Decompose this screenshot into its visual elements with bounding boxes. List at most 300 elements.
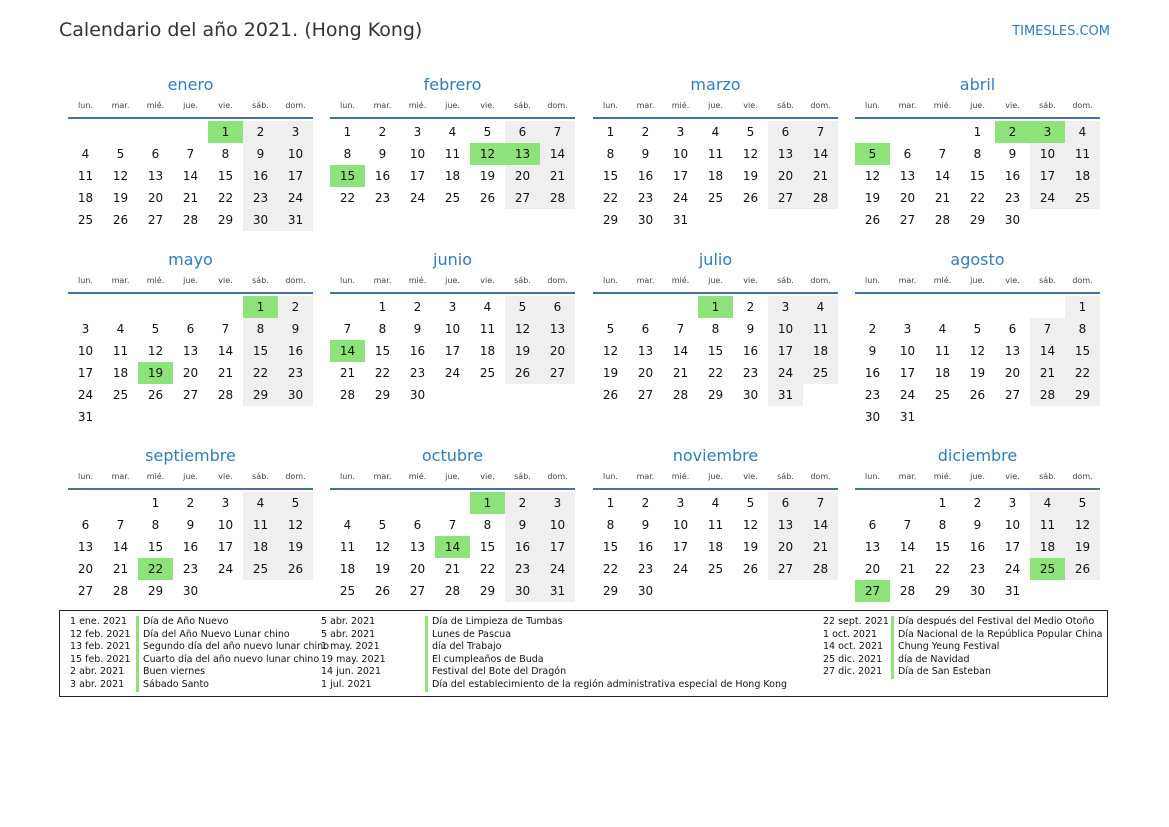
weekday-label: dom. <box>547 472 568 481</box>
day-cell: 8 <box>938 518 947 532</box>
day-cell: 6 <box>81 518 90 532</box>
day-cell: 23 <box>182 562 199 576</box>
day-cell: 27 <box>505 187 540 209</box>
day-cell: 12 <box>505 318 540 340</box>
empty-cell <box>855 492 890 514</box>
day-cell: 6 <box>540 296 575 318</box>
day-cell: 21 <box>339 366 356 380</box>
day-cell: 10 <box>768 318 803 340</box>
legend-holiday-name: día del Trabajo <box>425 641 501 654</box>
day-cell: 10 <box>672 147 689 161</box>
empty-cell <box>68 121 103 143</box>
weekday-label: mar. <box>373 472 392 481</box>
day-cell: 8 <box>711 322 720 336</box>
site-link[interactable]: TIMESLES.COM <box>1012 24 1110 39</box>
legend-date: 19 may. 2021 <box>321 653 386 665</box>
day-cell: 7 <box>343 322 352 336</box>
day-cell: 12 <box>742 518 759 532</box>
legend-holiday-name: Festival del Bote del Dragón <box>425 666 566 679</box>
legend-holiday-name: Día del Año Nuevo Lunar chino <box>136 629 290 642</box>
day-cell: 31 <box>1004 584 1021 598</box>
day-cell: 11 <box>339 540 356 554</box>
legend-holiday-name: Lunes de Pascua <box>425 629 511 642</box>
day-cell: 21 <box>803 536 838 558</box>
day-cell: 23 <box>864 388 881 402</box>
day-cell: 12 <box>742 147 759 161</box>
day-grid <box>593 492 838 602</box>
day-cell: 12 <box>1065 514 1100 536</box>
month-name: junio <box>433 250 472 269</box>
legend-holiday-name: Buen viernes <box>136 666 205 679</box>
day-cell: 24 <box>278 187 313 209</box>
month-name: abril <box>959 75 996 94</box>
day-cell: 25 <box>1065 187 1100 209</box>
day-cell: 26 <box>602 388 619 402</box>
day-cell: 19 <box>112 191 129 205</box>
day-cell: 9 <box>378 147 387 161</box>
day-cell: 10 <box>899 344 916 358</box>
legend-date: 5 abr. 2021 <box>321 628 376 640</box>
day-cell: 28 <box>444 584 461 598</box>
day-cell: 5 <box>378 518 387 532</box>
empty-cell <box>925 121 960 143</box>
day-cell: 15 <box>934 540 951 554</box>
legend-holiday-name: día de Navidad <box>891 654 969 667</box>
day-cell: 21 <box>803 165 838 187</box>
legend-holiday-name: Chung Yeung Festival <box>891 641 999 654</box>
day-cell: 16 <box>505 536 540 558</box>
day-cell: 5 <box>746 496 755 510</box>
legend-date: 13 feb. 2021 <box>70 641 131 653</box>
weekday-label: mar. <box>373 276 392 285</box>
day-cell: 4 <box>116 322 125 336</box>
weekday-label: mié. <box>671 101 690 110</box>
day-cell: 16 <box>278 340 313 362</box>
day-cell: 31 <box>768 384 803 406</box>
legend-row <box>321 616 787 629</box>
empty-cell <box>890 492 925 514</box>
legend-holiday-name: Segundo día del año nuevo lunar chino <box>136 641 329 654</box>
legend-date: 14 jun. 2021 <box>321 666 382 678</box>
day-cell: 22 <box>602 562 619 576</box>
day-cell: 2 <box>378 125 387 139</box>
day-cell: 25 <box>707 191 724 205</box>
day-cell: 25 <box>243 558 278 580</box>
month-febrero <box>330 74 575 209</box>
day-cell: 15 <box>602 169 619 183</box>
day-cell: 21 <box>112 562 129 576</box>
weekday-header <box>855 470 1100 490</box>
day-cell: 7 <box>186 147 195 161</box>
day-cell: 23 <box>742 366 759 380</box>
day-cell: 17 <box>540 536 575 558</box>
day-cell: 18 <box>112 366 129 380</box>
day-cell: 14 <box>112 540 129 554</box>
day-cell: 5 <box>973 322 982 336</box>
weekday-label: jue. <box>708 101 723 110</box>
weekday-label: dom. <box>1072 276 1093 285</box>
day-cell: 3 <box>81 322 90 336</box>
day-cell: 27 <box>409 584 426 598</box>
day-cell: 1 <box>973 125 982 139</box>
weekday-label: mié. <box>408 276 427 285</box>
month-name: agosto <box>950 250 1005 269</box>
day-cell: 20 <box>1004 366 1021 380</box>
day-cell: 17 <box>1004 540 1021 554</box>
day-cell: 1 <box>378 300 387 314</box>
day-cell: 9 <box>973 518 982 532</box>
weekday-label: mié. <box>408 472 427 481</box>
empty-cell <box>68 492 103 514</box>
day-cell: 8 <box>343 147 352 161</box>
day-cell: 9 <box>413 322 422 336</box>
month-name: mayo <box>168 250 213 269</box>
legend-row <box>321 641 787 654</box>
day-cell: 11 <box>479 322 496 336</box>
day-cell: 10 <box>672 518 689 532</box>
day-cell: 8 <box>151 518 160 532</box>
holiday-day-cell: 14 <box>330 340 365 362</box>
day-cell: 29 <box>217 213 234 227</box>
weekday-label: dom. <box>810 276 831 285</box>
weekday-label: jue. <box>708 472 723 481</box>
day-grid <box>855 492 1100 602</box>
day-cell: 12 <box>112 169 129 183</box>
day-cell: 17 <box>768 340 803 362</box>
empty-cell <box>330 492 365 514</box>
empty-cell <box>330 296 365 318</box>
legend-row <box>321 629 787 642</box>
weekday-label: vie. <box>218 472 233 481</box>
weekday-label: mar. <box>898 276 917 285</box>
day-cell: 3 <box>676 125 685 139</box>
holiday-day-cell: 13 <box>505 143 540 165</box>
day-cell: 16 <box>243 165 278 187</box>
day-cell: 28 <box>339 388 356 402</box>
legend-holiday-name: Día de Limpieza de Tumbas <box>425 616 563 629</box>
weekday-label: vie. <box>218 101 233 110</box>
day-cell: 14 <box>803 514 838 536</box>
weekday-label: jue. <box>183 276 198 285</box>
holiday-day-cell: 3 <box>1030 121 1065 143</box>
day-cell: 28 <box>934 213 951 227</box>
weekday-label: mar. <box>111 276 130 285</box>
weekday-label: mar. <box>111 101 130 110</box>
day-cell: 16 <box>637 540 654 554</box>
weekday-label: mié. <box>933 101 952 110</box>
day-cell: 23 <box>1004 191 1021 205</box>
empty-cell <box>1030 296 1065 318</box>
legend-row <box>823 629 1103 642</box>
holiday-day-cell: 14 <box>435 536 470 558</box>
day-cell: 3 <box>540 492 575 514</box>
legend-holiday-name: Día de San Esteban <box>891 666 991 679</box>
weekday-header <box>593 99 838 119</box>
day-cell: 11 <box>444 147 461 161</box>
day-cell: 25 <box>707 562 724 576</box>
weekday-label: vie. <box>743 472 758 481</box>
weekday-label: mar. <box>636 472 655 481</box>
day-cell: 24 <box>899 388 916 402</box>
month-octubre <box>330 445 575 602</box>
weekday-label: jue. <box>445 276 460 285</box>
day-cell: 29 <box>147 584 164 598</box>
day-cell: 4 <box>1065 121 1100 143</box>
weekday-label: mié. <box>671 276 690 285</box>
day-cell: 15 <box>602 540 619 554</box>
day-cell: 7 <box>540 121 575 143</box>
day-cell: 29 <box>374 388 391 402</box>
holiday-day-cell: 22 <box>138 558 173 580</box>
day-cell: 31 <box>672 213 689 227</box>
day-cell: 2 <box>505 492 540 514</box>
day-cell: 23 <box>637 191 654 205</box>
legend-row <box>70 616 329 629</box>
legend-row <box>70 666 329 679</box>
day-grid <box>330 296 575 406</box>
day-cell: 15 <box>707 344 724 358</box>
day-cell: 5 <box>1065 492 1100 514</box>
day-cell: 3 <box>221 496 230 510</box>
day-cell: 25 <box>934 388 951 402</box>
holiday-day-cell: 15 <box>330 165 365 187</box>
weekday-label: lun. <box>340 276 355 285</box>
month-name: febrero <box>423 75 482 94</box>
day-grid <box>855 296 1100 428</box>
month-mayo <box>68 249 313 428</box>
day-cell: 2 <box>243 121 278 143</box>
day-cell: 6 <box>505 121 540 143</box>
day-cell: 11 <box>803 318 838 340</box>
day-cell: 6 <box>903 147 912 161</box>
month-name: noviembre <box>672 446 759 465</box>
day-cell: 4 <box>938 322 947 336</box>
day-cell: 19 <box>742 169 759 183</box>
day-cell: 18 <box>803 340 838 362</box>
legend-row <box>321 679 787 692</box>
empty-cell <box>68 296 103 318</box>
day-cell: 2 <box>278 296 313 318</box>
day-cell: 14 <box>217 344 234 358</box>
day-cell: 26 <box>505 362 540 384</box>
weekday-label: mar. <box>636 276 655 285</box>
day-cell: 16 <box>1004 169 1021 183</box>
day-cell: 31 <box>278 209 313 231</box>
empty-cell <box>890 296 925 318</box>
day-cell: 26 <box>147 388 164 402</box>
day-cell: 14 <box>803 143 838 165</box>
legend-column-1 <box>70 616 329 692</box>
day-cell: 31 <box>899 410 916 424</box>
weekday-label: jue. <box>970 101 985 110</box>
month-abril <box>855 74 1100 231</box>
day-cell: 29 <box>934 584 951 598</box>
day-cell: 28 <box>672 388 689 402</box>
empty-cell <box>435 492 470 514</box>
holiday-day-cell: 19 <box>138 362 173 384</box>
month-name: marzo <box>690 75 741 94</box>
holiday-day-cell: 5 <box>855 143 890 165</box>
legend-row <box>823 666 1103 679</box>
day-cell: 27 <box>147 213 164 227</box>
day-cell: 4 <box>343 518 352 532</box>
day-cell: 15 <box>217 169 234 183</box>
day-cell: 11 <box>707 518 724 532</box>
weekday-label: mar. <box>898 472 917 481</box>
day-cell: 17 <box>444 344 461 358</box>
day-cell: 6 <box>768 492 803 514</box>
day-cell: 28 <box>540 187 575 209</box>
day-cell: 22 <box>217 191 234 205</box>
day-cell: 15 <box>243 340 278 362</box>
month-name: octubre <box>421 446 484 465</box>
day-cell: 13 <box>77 540 94 554</box>
day-cell: 23 <box>374 191 391 205</box>
day-cell: 30 <box>409 388 426 402</box>
day-cell: 5 <box>151 322 160 336</box>
day-cell: 2 <box>413 300 422 314</box>
legend-date: 3 abr. 2021 <box>70 678 125 690</box>
day-cell: 9 <box>186 518 195 532</box>
day-cell: 31 <box>540 580 575 602</box>
day-cell: 24 <box>217 562 234 576</box>
day-cell: 7 <box>448 518 457 532</box>
day-grid <box>330 121 575 209</box>
day-cell: 16 <box>374 169 391 183</box>
day-grid <box>593 121 838 231</box>
day-cell: 8 <box>243 318 278 340</box>
month-name: diciembre <box>937 446 1018 465</box>
day-cell: 15 <box>147 540 164 554</box>
weekday-label: sáb. <box>252 472 269 481</box>
day-cell: 1 <box>1065 296 1100 318</box>
weekday-label: dom. <box>285 276 306 285</box>
weekday-label: dom. <box>1072 101 1093 110</box>
day-cell: 22 <box>339 191 356 205</box>
day-cell: 28 <box>803 558 838 580</box>
day-cell: 5 <box>483 125 492 139</box>
day-cell: 13 <box>768 143 803 165</box>
day-cell: 29 <box>707 388 724 402</box>
day-cell: 25 <box>77 213 94 227</box>
day-cell: 28 <box>899 584 916 598</box>
day-cell: 26 <box>742 191 759 205</box>
day-cell: 18 <box>444 169 461 183</box>
legend-date: 15 feb. 2021 <box>70 653 131 665</box>
weekday-label: lun. <box>865 101 880 110</box>
month-diciembre <box>855 445 1100 602</box>
day-cell: 11 <box>112 344 129 358</box>
day-cell: 4 <box>711 125 720 139</box>
day-cell: 15 <box>969 169 986 183</box>
day-cell: 8 <box>606 147 615 161</box>
day-cell: 11 <box>934 344 951 358</box>
legend-date: 12 feb. 2021 <box>70 628 131 640</box>
day-cell: 7 <box>803 492 838 514</box>
day-cell: 5 <box>505 296 540 318</box>
legend-date: 5 abr. 2021 <box>321 616 376 627</box>
day-cell: 17 <box>672 540 689 554</box>
day-cell: 23 <box>409 366 426 380</box>
day-cell: 28 <box>182 213 199 227</box>
day-cell: 2 <box>641 496 650 510</box>
legend-date: 25 dic. 2021 <box>823 653 883 665</box>
day-cell: 4 <box>1030 492 1065 514</box>
day-cell: 4 <box>81 147 90 161</box>
day-cell: 1 <box>343 125 352 139</box>
day-cell: 24 <box>77 388 94 402</box>
day-cell: 23 <box>969 562 986 576</box>
empty-cell <box>593 296 628 318</box>
day-cell: 27 <box>540 362 575 384</box>
day-cell: 6 <box>151 147 160 161</box>
day-cell: 26 <box>112 213 129 227</box>
day-cell: 22 <box>1065 362 1100 384</box>
day-cell: 4 <box>483 300 492 314</box>
day-cell: 22 <box>602 191 619 205</box>
day-cell: 30 <box>637 584 654 598</box>
day-cell: 10 <box>77 344 94 358</box>
weekday-label: sáb. <box>777 101 794 110</box>
day-grid <box>593 296 838 406</box>
weekday-label: vie. <box>1005 276 1020 285</box>
weekday-header <box>68 274 313 294</box>
day-cell: 14 <box>934 169 951 183</box>
day-cell: 17 <box>77 366 94 380</box>
day-cell: 18 <box>707 169 724 183</box>
weekday-label: vie. <box>480 101 495 110</box>
day-cell: 9 <box>868 344 877 358</box>
day-cell: 7 <box>221 322 230 336</box>
legend-holiday-name: Día de Año Nuevo <box>136 616 228 629</box>
day-cell: 28 <box>1030 384 1065 406</box>
weekday-header <box>593 470 838 490</box>
legend-row <box>70 654 329 667</box>
day-cell: 12 <box>602 344 619 358</box>
day-cell: 3 <box>278 121 313 143</box>
day-cell: 20 <box>899 191 916 205</box>
day-cell: 12 <box>969 344 986 358</box>
day-cell: 14 <box>540 143 575 165</box>
day-cell: 17 <box>1030 165 1065 187</box>
day-cell: 29 <box>1065 384 1100 406</box>
empty-cell <box>400 492 435 514</box>
day-cell: 21 <box>444 562 461 576</box>
day-cell: 20 <box>409 562 426 576</box>
weekday-label: sáb. <box>1039 472 1056 481</box>
day-grid <box>68 296 313 428</box>
day-cell: 20 <box>768 165 803 187</box>
day-cell: 17 <box>899 366 916 380</box>
day-cell: 25 <box>339 584 356 598</box>
day-cell: 3 <box>413 125 422 139</box>
day-cell: 22 <box>707 366 724 380</box>
day-cell: 30 <box>182 584 199 598</box>
month-noviembre <box>593 445 838 602</box>
day-cell: 18 <box>707 540 724 554</box>
empty-cell <box>365 492 400 514</box>
day-cell: 26 <box>969 388 986 402</box>
day-cell: 10 <box>278 143 313 165</box>
day-cell: 13 <box>768 514 803 536</box>
weekday-label: dom. <box>285 472 306 481</box>
day-cell: 22 <box>374 366 391 380</box>
weekday-label: jue. <box>183 101 198 110</box>
weekday-label: dom. <box>1072 472 1093 481</box>
day-cell: 21 <box>217 366 234 380</box>
weekday-label: sáb. <box>514 276 531 285</box>
day-cell: 24 <box>444 366 461 380</box>
